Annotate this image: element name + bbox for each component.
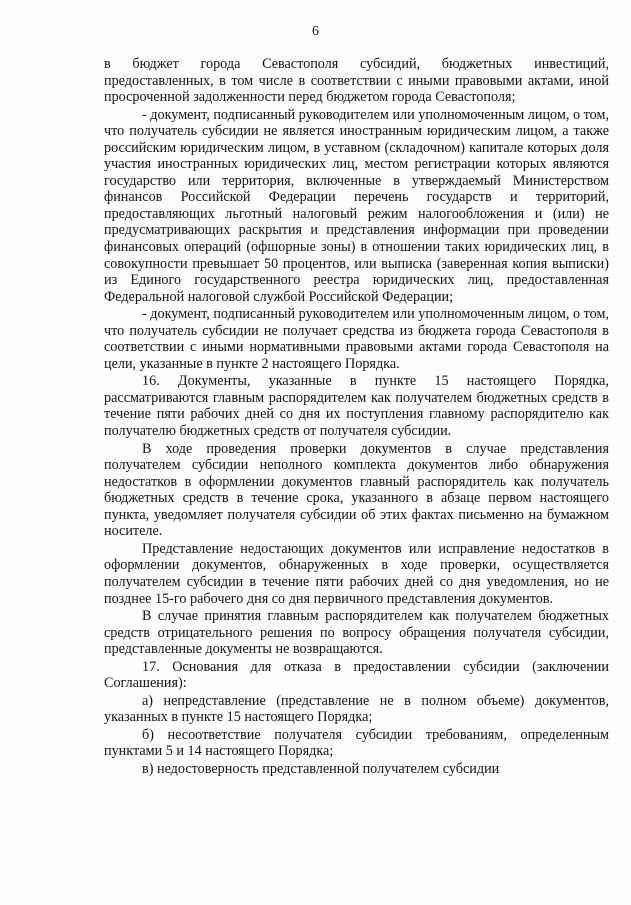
page-number: 6 (312, 24, 319, 39)
paragraph-missing-documents: Представление недостающих документов или исправление недостатков в оформлении документов, обнаруженных в ходе проверки, осуществляется получателем субсидии в течение пяти рабочих дней со дня уведомления, но не позднее 15-го рабочего дня со дня первичного представления документов. (104, 540, 609, 607)
paragraph-negative-decision: В случае принятия главным распорядителем как получателем бюджетных средств отрицательного решения по вопросу обращения получателя субсидии, представленные документы не возвращаются. (104, 608, 609, 658)
paragraph-check-notice: В ходе проведения проверки документов в случае представления получателем субсидии неполного комплекта документов либо обнаружения недостатков в оформлении документов главный распорядитель как получатель бюджетных средств в течение срока, указанного в абзаце первом настоящего пункта, уведомляет получателя субсидии об этих фактах письменно на бумажном носителе. (104, 440, 609, 540)
list-item-a: а) непредставление (представление не в полном объеме) документов, указанных в пункте 15 настоящего Порядка; (104, 692, 609, 726)
list-item-c: в) недостоверность представленной получателем субсидии (142, 760, 500, 777)
paragraph-foreign-entity-document: - документ, подписанный руководителем или уполномоченным лицом, о том, что получатель субсидии не является иностранным юридическим лицом, а также российским юридическим лицом, в уставном (складочном) капитале которых доля участия иностранных юридических лиц, местом регистрации которых являются государство или территория, включенные в утверждаемый Министерством финансов Российской Федерации перечень государств и территорий, предоставляющих льготный налоговый режим налогообложения и (или) не предусматривающих раскрытия и представления информации при проведении финансовых операций (офшорные зоны) в отношении таких юридических лиц, в совокупности превышает 50 процентов, или выписка (заверенная копия выписки) из Единого государственного реестра юридических лиц, предоставленная Федеральной налоговой службой Российской Федерации; (104, 106, 609, 305)
document-body (104, 56, 609, 779)
list-item-b: б) несоответствие получателя субсидии требованиям, определенным пунктами 5 и 14 настоящего Порядка; (104, 726, 609, 760)
paragraph-no-other-funds-document: - документ, подписанный руководителем или уполномоченным лицом, о том, что получатель субсидии не получает средства из бюджета города Севастополя в соответствии с иными нормативными правовыми актами города Севастополя на цели, указанные в пункте 2 настоящего Порядка. (104, 306, 609, 372)
paragraph-continuation: в бюджет города Севастополя субсидий, бюджетных инвестиций, предоставленных, в том числе в соответствии с иными правовыми актами, иной просроченной задолженности перед бюджетом города Севастополя; (104, 56, 609, 106)
paragraph-16: 16. Документы, указанные в пункте 15 настоящего Порядка, рассматриваются главным распорядителем как получателем бюджетных средств в течение пяти рабочих дней со дня их поступления главному распорядителю как получателю бюджетных средств от получателя субсидии. (104, 373, 609, 440)
paragraph-17: 17. Основания для отказа в предоставлении субсидии (заключении Соглашения): (104, 658, 609, 692)
